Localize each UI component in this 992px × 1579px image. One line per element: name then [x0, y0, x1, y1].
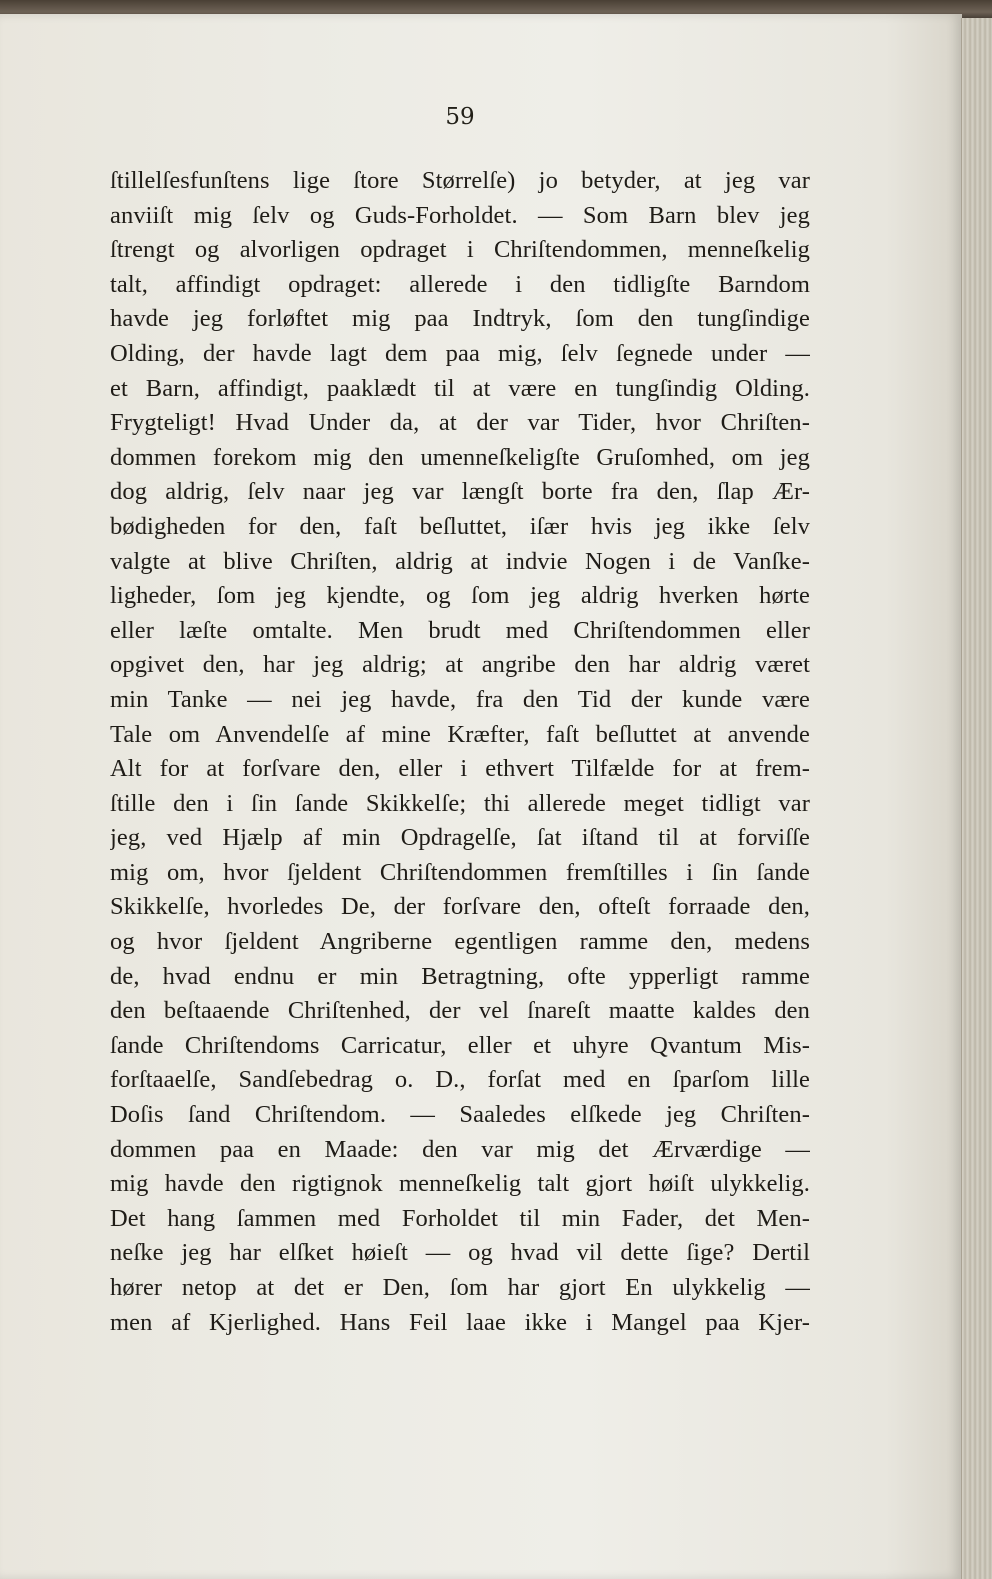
- text-line: bødigheden for den, faſt beſluttet, iſær hvis jeg ikke ſelv: [110, 512, 810, 540]
- text-line: ſande Chriſtendoms Carricatur, eller et uhyre Qvantum Mis-: [110, 1031, 810, 1059]
- text-line: havde jeg forløftet mig paa Indtryk, ſom den tungſindige: [110, 305, 810, 333]
- text-line: Det hang ſammen med Forholdet til min Fader, det Men-: [110, 1204, 810, 1232]
- text-line: et Barn, affindigt, paaklædt til at være en tungſindig Olding.: [110, 374, 810, 402]
- text-line: valgte at blive Chriſten, aldrig at indvie Nogen i de Vanſke-: [110, 547, 810, 575]
- text-line: mig om, hvor ſjeldent Chriſtendommen fremſtilles i ſin ſande: [110, 858, 810, 886]
- text-line: Skikkelſe, hvorledes De, der forſvare den, ofteſt forraade den,: [110, 893, 810, 921]
- text-line: ſtrengt og alvorligen opdraget i Chriſtendommen, menneſkelig: [110, 236, 810, 264]
- text-line: dommen forekom mig den umenneſkeligſte Gruſomhed, om jeg: [110, 443, 810, 471]
- text-line: hører netop at det er Den, ſom har gjort En ulykkelig —: [110, 1274, 810, 1301]
- text-line: de, hvad endnu er min Betragtning, ofte ypperligt ramme: [110, 962, 810, 990]
- text-line: opgivet den, har jeg aldrig; at angribe den har aldrig været: [110, 651, 810, 679]
- text-line: neſke jeg har elſket høieſt — og hvad vil dette ſige? Dertil: [110, 1239, 810, 1267]
- text-line: den beſtaaende Chriſtenhed, der vel ſnareſt maatte kaldes den: [110, 997, 810, 1025]
- text-line: ſtillelſesfunſtens lige ſtore Størrelſe) jo betyder, at jeg var: [110, 167, 810, 194]
- text-line: forſtaaelſe, Sandſebedrag o. D., forſat med en ſparſom lille: [110, 1066, 810, 1094]
- text-line: mig havde den rigtignok menneſkelig talt gjort høiſt ulykkelig.: [110, 1170, 810, 1198]
- text-line: Frygteligt! Hvad Under da, at der var Tider, hvor Chriſten-: [110, 409, 810, 437]
- text-line: og hvor ſjeldent Angriberne egentligen ramme den, medens: [110, 928, 810, 956]
- text-line: talt, affindigt opdraget: allerede i den tidligſte Barndom: [110, 270, 810, 298]
- text-line: anviiſt mig ſelv og Guds-Forholdet. — Som Barn blev jeg: [110, 201, 810, 229]
- page-number: 59: [445, 104, 475, 130]
- text-line: ſtille den i ſin ſande Skikkelſe; thi allerede meget tidligt var: [110, 789, 810, 817]
- text-line: Alt for at forſvare den, eller i ethvert Tilfælde for at frem-: [110, 755, 810, 783]
- text-line: eller læſte omtalte. Men brudt med Chriſtendommen eller: [110, 616, 810, 644]
- text-line: Doſis ſand Chriſtendom. — Saaledes elſkede jeg Chriſten-: [110, 1101, 810, 1129]
- text-line: dommen paa en Maade: den var mig det Ærværdige —: [110, 1135, 810, 1163]
- book-page: [0, 14, 962, 1579]
- body-text: [110, 164, 810, 1340]
- text-line: ligheder, ſom jeg kjendte, og ſom jeg aldrig hverken hørte: [110, 582, 810, 610]
- text-line: Tale om Anvendelſe af mine Kræfter, faſt beſluttet at anvende: [110, 720, 810, 748]
- text-line: dog aldrig, ſelv naar jeg var længſt borte fra den, ſlap Ær-: [110, 478, 810, 506]
- text-line: men af Kjerlighed. Hans Feil laae ikke i Mangel paa Kjer-: [110, 1308, 810, 1336]
- text-line: jeg, ved Hjælp af min Opdragelſe, ſat iſtand til at forviſſe: [110, 824, 810, 852]
- page-edge: [961, 18, 992, 1579]
- text-line: Olding, der havde lagt dem paa mig, ſelv ſegnede under —: [110, 339, 810, 367]
- text-line: min Tanke — nei jeg havde, fra den Tid der kunde være: [110, 685, 810, 713]
